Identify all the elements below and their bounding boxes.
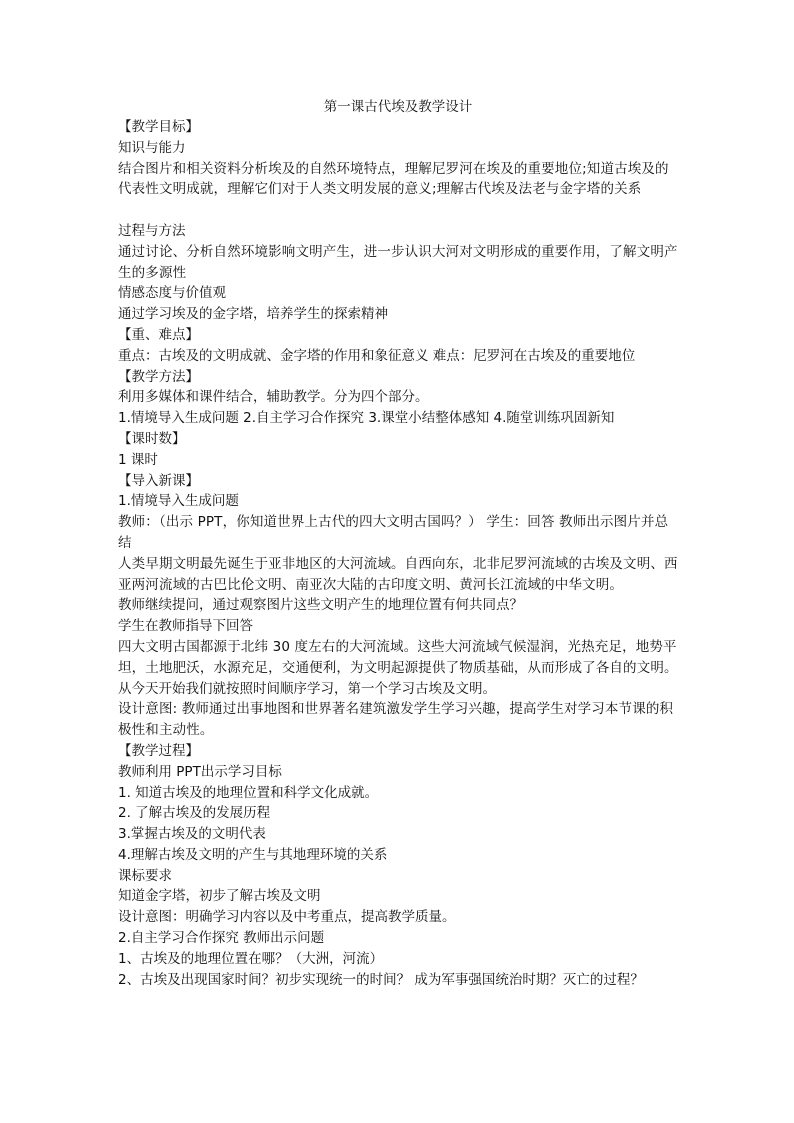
paragraph-teacher-question: 教师：（出示 PPT，你知道世界上古代的四大文明古国吗？） 学生：回答 教师出示图片并总结 <box>118 514 669 551</box>
paragraph-attitude-values: 通过学习埃及的金字塔，培养学生的探索精神 <box>118 306 388 323</box>
document-title: 第一课古代埃及教学设计 <box>323 99 473 115</box>
heading-class-hours: 【课时数】 <box>118 430 186 447</box>
heading-teaching-goals: 【教学目标】 <box>118 119 199 135</box>
paragraph-design-intent-2: 设计意图：明确学习内容以及中考重点，提高教学质量。 <box>118 909 456 926</box>
list-item-goal-1: 1. 知道古埃及的地理位置和科学文化成就。 <box>118 784 379 801</box>
paragraph-teaching-methods: 利用多媒体和课件结合，辅助教学。分为四个部分。 <box>118 389 429 406</box>
paragraph-four-civilizations: 四大文明古国都源于北纬 30 度左右的大河流域。这些大河流域气候湿润，光热充足，地势平坦，土地肥沃，水源充足，交通便利，为文明起源提供了物质基础，从而形成了各自的文明。 <box>118 638 678 676</box>
list-item-goal-4: 4.理解古埃及文明的产生与其地理环境的关系 <box>118 846 388 863</box>
subheading-attitude-values: 情感态度与价值观 <box>118 285 226 302</box>
blank-line <box>118 200 678 221</box>
subheading-scenario-intro: 1.情境导入生成问题 <box>118 493 239 510</box>
list-item-goal-2: 2. 了解古埃及的发展历程 <box>118 805 271 822</box>
paragraph-knowledge-ability: 结合图片和相关资料分析埃及的自然环境特点，理解尼罗河在埃及的重要地位;知道古埃及的代表性文明成就，理解它们对于人类文明发展的意义;理解古代埃及法老与金字塔的关系 <box>118 160 669 198</box>
paragraph-early-civilizations: 人类早期文明最先诞生于亚非地区的大河流域。自西向东，北非尼罗河流域的古埃及文明、西亚两河流域的古巴比伦文明、南亚次大陆的古印度文明、黄河长江流域的中华文明。 <box>118 555 678 593</box>
paragraph-teacher-follow-up: 教师继续提问，通过观察图片这些文明产生的地理位置有何共同点？ <box>118 597 523 614</box>
paragraph-design-intent-1: 设计意图: 教师通过出事地图和世界著名建筑激发学生学习兴趣，提高学生对学习本节课的积极性和主动性。 <box>118 701 674 739</box>
paragraph-student-answer: 学生在教师指导下回答 <box>118 618 253 635</box>
paragraph-start-learning: 从今天开始我们就按照时间顺序学习，第一个学习古埃及文明。 <box>118 680 496 697</box>
heading-teaching-process: 【教学过程】 <box>118 742 199 759</box>
subheading-knowledge-ability: 知识与能力 <box>118 139 186 156</box>
paragraph-learning-goals-intro: 教师利用 PPT出示学习目标 <box>118 763 282 780</box>
document-page <box>118 97 678 990</box>
heading-teaching-methods: 【教学方法】 <box>118 368 199 385</box>
subheading-curriculum-requirements: 课标要求 <box>118 867 172 884</box>
subheading-process-method: 过程与方法 <box>118 222 186 239</box>
paragraph-key-difficult-points: 重点：古埃及的文明成就、金字塔的作用和象征意义 难点：尼罗河在古埃及的重要地位 <box>118 347 636 364</box>
paragraph-curriculum-requirements: 知道金字塔，初步了解古埃及文明 <box>118 888 321 905</box>
paragraph-process-method: 通过讨论、分析自然环境影响文明产生，进一步认识大河对文明形成的重要作用，了解文明产生的多源性 <box>118 243 678 281</box>
list-item-question-1: 1、古埃及的地理位置在哪？（大洲，河流） <box>118 950 384 967</box>
list-item-goal-3: 3.掌握古埃及的文明代表 <box>118 826 266 843</box>
paragraph-four-parts: 1.情境导入生成问题 2.自主学习合作探究 3.课堂小结整体感知 4.随堂训练巩固新知 <box>118 410 615 427</box>
heading-key-difficult-points: 【重、难点】 <box>118 326 199 343</box>
heading-introduction: 【导入新课】 <box>118 472 199 489</box>
subheading-self-study: 2.自主学习合作探究 教师出示问题 <box>118 930 325 947</box>
list-item-question-2: 2、古埃及出现国家时间？初步实现统一的时间？ 成为军事强国统治时期？灭亡的过程？ <box>118 971 644 988</box>
paragraph-class-hours: 1 课时 <box>118 451 158 468</box>
